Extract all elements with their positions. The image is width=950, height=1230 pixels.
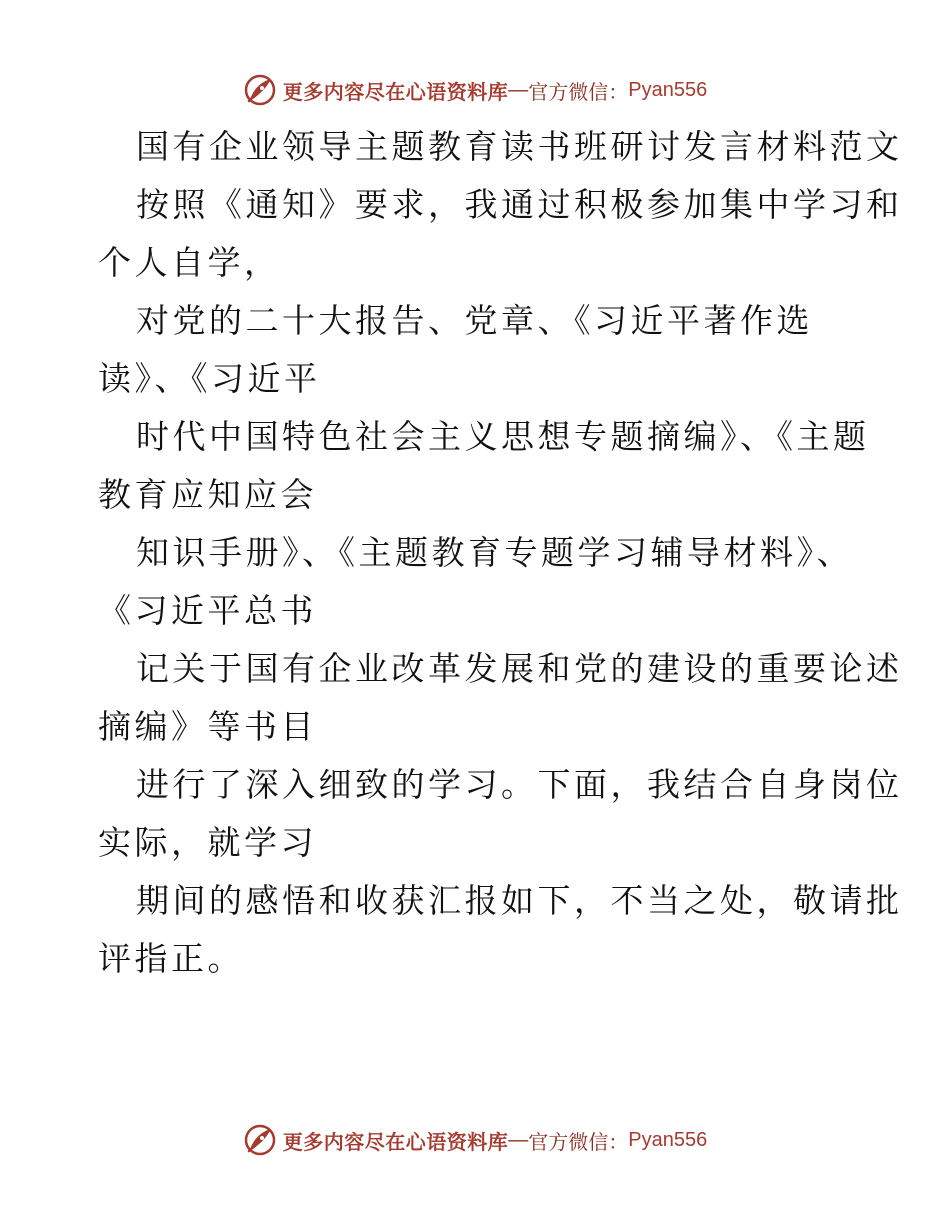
document-body (98, 118, 903, 988)
paragraph-line: 《习近平总书 (98, 591, 317, 630)
watermark-dash: — (508, 1128, 529, 1151)
pen-nib-logo-icon (243, 73, 277, 107)
paragraph-line: 个人自学， (98, 243, 281, 282)
paragraph-line: 实际，就学习 (98, 823, 317, 862)
watermark-text: 更多内容尽在心语资料库 (282, 1131, 509, 1154)
paragraph-line: 教育应知应会 (98, 475, 317, 514)
paragraph-line: 摘编》等书目 (98, 707, 317, 746)
watermark-dash: — (508, 78, 529, 101)
paragraph-line: 对党的二十大报告、党章、《习近平著作选 (136, 301, 813, 340)
watermark-wechat-label: 官方微信： (528, 81, 629, 104)
watermark-text: 更多内容尽在心语资料库 (282, 81, 509, 104)
paragraph-line: 时代中国特色社会主义思想专题摘编》、《主题 (136, 417, 870, 456)
watermark-wechat-id: Pyan556 (628, 1128, 708, 1151)
watermark-wechat-label: 官方微信： (528, 1131, 629, 1154)
paragraph-line: 记关于国有企业改革发展和党的建设的重要论述 (136, 649, 903, 688)
document-title: 国有企业领导主题教育读书班研讨发言材料范文 (136, 127, 903, 166)
paragraph-line: 评指正。 (98, 939, 244, 978)
pen-nib-logo-icon (243, 1123, 277, 1157)
paragraph-line: 按照《通知》要求，我通过积极参加集中学习和 (136, 185, 903, 224)
paragraph-line: 期间的感悟和收获汇报如下，不当之处，敬请批 (136, 881, 903, 920)
paragraph-line: 读》、《习近平 (98, 359, 321, 398)
footer-watermark (0, 1120, 950, 1160)
paragraph-line: 进行了深入细致的学习。下面，我结合自身岗位 (136, 765, 903, 804)
watermark-wechat-id: Pyan556 (628, 78, 708, 101)
header-watermark (0, 70, 950, 110)
paragraph-line: 知识手册》、《主题教育专题学习辅导材料》、 (136, 533, 853, 572)
